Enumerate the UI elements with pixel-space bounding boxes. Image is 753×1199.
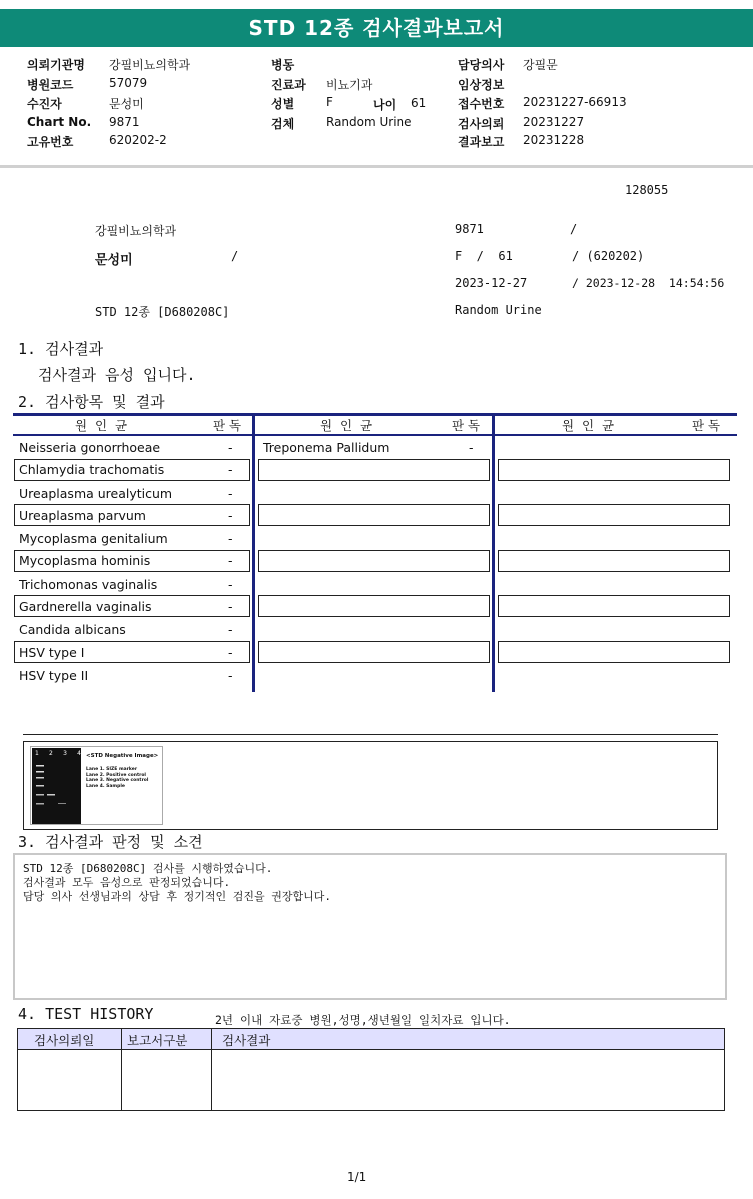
- request-date: 2023-12-27: [455, 276, 528, 290]
- history-divider-2: [211, 1028, 212, 1111]
- section-2-title: 2. 검사항목 및 결과: [18, 393, 165, 411]
- pathogen-name: Trichomonas vaginalis: [19, 577, 158, 592]
- history-header-result: 검사결과: [222, 1033, 271, 1048]
- chart-slash: /: [570, 222, 578, 236]
- header-label: 수진자: [27, 97, 62, 111]
- gel-lane-label: 4: [77, 750, 81, 757]
- table-header-rule: [13, 434, 737, 436]
- history-header-type: 보고서구분: [127, 1033, 188, 1048]
- header-value: Random Urine: [326, 115, 412, 129]
- header-label: Chart No.: [27, 115, 92, 129]
- pathogen-result: -: [228, 622, 233, 637]
- header-value: 문성미: [109, 97, 144, 111]
- row-box: [258, 595, 490, 617]
- col2-header-judge: 판 독: [452, 418, 481, 433]
- row-box: [14, 550, 250, 572]
- pathogen-name: HSV type II: [19, 668, 89, 683]
- history-header-date: 검사의뢰일: [34, 1033, 95, 1048]
- row-box: [14, 641, 250, 663]
- history-header-row: [17, 1028, 725, 1050]
- header-value: F: [326, 95, 333, 109]
- pathogen-result: -: [228, 508, 233, 523]
- pathogen-result: -: [228, 577, 233, 592]
- gel-legend-item: Lane 2. Positive control: [86, 772, 146, 778]
- col2-header-name: 원 인 균: [320, 418, 373, 433]
- patient-id: / (620202): [572, 249, 645, 263]
- pathogen-name: Ureaplasma urealyticum: [19, 486, 173, 501]
- pathogen-result: -: [228, 553, 233, 568]
- header-label: 검사의뢰: [458, 117, 505, 131]
- header-label: 성별: [271, 97, 295, 111]
- row-box: [498, 550, 730, 572]
- table-divider-2: [492, 413, 495, 692]
- findings-box: [13, 853, 727, 1000]
- pathogen-result: -: [228, 599, 233, 614]
- test-name: STD 12종 [D680208C]: [95, 305, 230, 319]
- gel-lane-label: 2: [49, 750, 53, 757]
- col1-header-judge: 판 독: [213, 418, 242, 433]
- header-value: 비뇨기과: [326, 78, 373, 92]
- col1-header-name: 원 인 균: [75, 418, 128, 433]
- specimen: Random Urine: [455, 303, 542, 317]
- pathogen-result: -: [228, 486, 233, 501]
- row-box: [498, 595, 730, 617]
- pathogen-name: HSV type I: [19, 645, 85, 660]
- row-box: [14, 595, 250, 617]
- gel-legend-item: Lane 4. Sample: [86, 783, 125, 789]
- pathogen-result: -: [228, 531, 233, 546]
- section-4-title: 4. TEST HISTORY: [18, 1005, 154, 1023]
- pathogen-name: Neisseria gonorrhoeae: [19, 440, 161, 455]
- header-label: 임상정보: [458, 78, 505, 92]
- age-label: 나이: [373, 98, 397, 112]
- row-box: [258, 459, 490, 481]
- row-box: [258, 550, 490, 572]
- col3-header-name: 원 인 균: [562, 418, 615, 433]
- header-label: 의뢰기관명: [27, 58, 85, 72]
- findings-line: 검사결과 모두 음성으로 판정되었습니다.: [23, 876, 231, 889]
- pathogen-name: Mycoplasma hominis: [19, 553, 151, 568]
- history-divider-1: [121, 1028, 122, 1111]
- pathogen-name: Treponema Pallidum: [263, 440, 390, 455]
- row-box: [258, 641, 490, 663]
- row-box: [498, 641, 730, 663]
- row-box: [14, 504, 250, 526]
- pathogen-result: -: [228, 668, 233, 683]
- gel-legend-item: Lane 3. Negative control: [86, 778, 149, 783]
- section-3-title: 3. 검사결과 판정 및 소견: [18, 833, 203, 851]
- row-box: [498, 504, 730, 526]
- pathogen-name: Gardnerella vaginalis: [19, 599, 152, 614]
- gel-legend-item: Lane 1. SIZE marker: [86, 767, 138, 772]
- gel-image: [30, 746, 163, 825]
- section-1-text: 검사결과 음성 입니다.: [38, 366, 196, 384]
- pathogen-result: -: [228, 440, 233, 455]
- clinic-name: 강필비뇨의학과: [95, 224, 177, 238]
- header-value: 9871: [109, 115, 140, 129]
- row-box: [258, 504, 490, 526]
- header-label: 담당의사: [458, 58, 505, 72]
- pathogen-name: Ureaplasma parvum: [19, 508, 146, 523]
- row-box: [14, 459, 250, 481]
- chart-number: 9871: [455, 222, 484, 236]
- header-label: 진료과: [271, 78, 306, 92]
- header-divider: [0, 165, 753, 168]
- pathogen-result: -: [469, 440, 474, 455]
- header-value: 20231227: [523, 115, 585, 129]
- header-value: 20231227-66913: [523, 95, 627, 109]
- gel-title: <STD Negative Image>: [86, 753, 159, 759]
- header-label: 검체: [271, 117, 295, 131]
- report-code: 128055: [625, 183, 669, 197]
- header-label: 접수번호: [458, 97, 505, 111]
- history-note: 2년 이내 자료중 병원,성명,생년월일 일치자료 입니다.: [215, 1013, 511, 1027]
- header-value: 620202-2: [109, 133, 167, 147]
- sex-age: F / 61: [455, 249, 513, 263]
- header-value: 57079: [109, 76, 148, 90]
- patient-name: 문성미: [95, 253, 133, 268]
- gel-lane-label: 1: [35, 750, 39, 757]
- age-value: 61: [411, 96, 427, 110]
- header-value: 강필비뇨의학과: [109, 58, 191, 72]
- page-number: 1/1: [347, 1170, 367, 1184]
- pathogen-result: -: [228, 462, 233, 477]
- header-label: 병원코드: [27, 78, 74, 92]
- header-label: 병동: [271, 58, 295, 72]
- pathogen-result: -: [228, 645, 233, 660]
- pathogen-name: Mycoplasma genitalium: [19, 531, 168, 546]
- header-label: 결과보고: [458, 135, 505, 149]
- row-box: [498, 459, 730, 481]
- header-label: 고유번호: [27, 135, 74, 149]
- report-datetime: / 2023-12-28 14:54:56: [572, 276, 725, 290]
- pathogen-name: Chlamydia trachomatis: [19, 462, 165, 477]
- report-title: STD 12종 검사결과보고서: [0, 9, 753, 47]
- name-slash: /: [231, 249, 239, 263]
- header-value: 20231228: [523, 133, 585, 147]
- gel-top-rule: [23, 734, 718, 735]
- col3-header-judge: 판 독: [692, 418, 721, 433]
- pathogen-name: Candida albicans: [19, 622, 126, 637]
- section-1-title: 1. 검사결과: [18, 340, 104, 358]
- findings-line: STD 12종 [D680208C] 검사를 시행하였습니다.: [23, 862, 273, 875]
- gel-lane-label: 3: [63, 750, 67, 757]
- findings-line: 담당 의사 선생님과의 상담 후 정기적인 검진을 권장합니다.: [23, 890, 332, 903]
- table-divider-1: [252, 413, 255, 692]
- header-value: 강필문: [523, 58, 558, 72]
